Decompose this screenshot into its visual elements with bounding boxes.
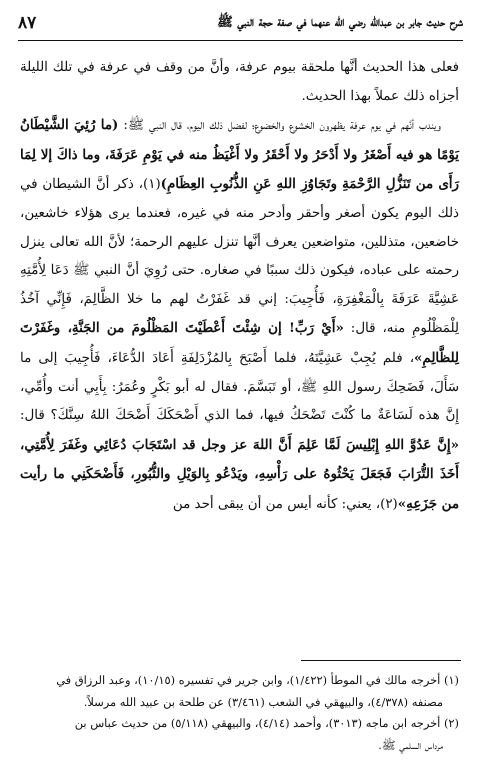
paragraph-2-intro: ويندب أنَّهم في يوم عرفة يظهرون الخشوع والخضوع؛ لفضل ذلك اليوم، قال النبي ﷺ: — [118, 118, 441, 134]
body-text — [20, 54, 459, 520]
footnote-2-line-2: مرداس السلمي ﷺ. — [378, 737, 443, 752]
paragraph-1: فعلى هذا الحديث أنَّها ملحقة بيوم عرفة، وأنَّ من وقف في عرفة في تلك الليلة أجزاه ذلك عملاً بهذا الحديث. — [20, 60, 459, 104]
footnote-2-line-1: (٢) أخرجه ابن ماجه (٣٠١٣)، وأحمد (٤/١٤)، والبيهقي (٥/١١٨) من حديث عباس بن — [74, 716, 459, 730]
header-title: شرح حديث جابر بن عبدالله رضي الله عنهما في صفة حجة النبي ﷺ — [217, 14, 463, 30]
hadith-quote-1: (ما رُئِيَ الشَّيْطَانُ يَوْمًا هو فيه أَصْغَرُ ولا أَدْحَرُ ولا أَحْقَرُ ولا أَغْيَظُ منه في يَوْمِ عَرَفَةَ، وما ذاكَ إلا لِمَا رَأَى من تَنَزُّلِ الرَّحْمَةِ وتَجَاوُزِ اللهِ عَنِ الذُّنُوبِ العِظَامِ) — [20, 117, 459, 193]
paragraph-2-ending: (٢)، يعني: كأنه أيس من أن يبقى أحد من — [172, 496, 398, 512]
footnotes — [20, 670, 459, 756]
page-number: ٨٧ — [18, 13, 37, 33]
header-rule — [18, 40, 463, 41]
footnote-rule — [301, 660, 461, 661]
hadith-quote-3: «إِنَّ عَدُوَّ اللهِ إِبْلِيسَ لَمَّا عَلِمَ أَنَّ اللهَ عز وجل قد اسْتَجَابَ دُعَائِي وغَفَرَ لِأُمَّتِي، أَخَذَ التُّرَابَ فَجَعَلَ يَحْثُوهُ على رَأْسِهِ، ويَدْعُو بِالوَيْلِ والثُّبُورِ، فَأَضْحَكَنِي ما رأيت من جَزَعِهِ» — [20, 436, 459, 512]
paragraph-2 — [20, 111, 459, 519]
paragraph-2-narration: ، فلم يُجِبْ عَشِيَّتَهُ، فلما أَصْبَحَ بِالمُزْدَلِفَةِ أَعَادَ الدُّعَاءَ، فَأُجِيبَ إلى ما سَأَلَ، فَضَحِكَ رسول اللهِ ﷺ، أو تَبَسَّمَ. فقال له أبو بَكْرٍ وعُمَرُ: بِأَبِي أنت وأُمِّي، إِنَّ هذه لَسَاعَةٌ ما كُنْتَ تَضْحَكُ فيها، فما الذي أَضْحَكَكَ أَضْحَكَ اللهُ سِنَّكَ؟ قال: — [20, 350, 459, 424]
paragraph-2-commentary: (١)، ذكر أنَّ الشيطان في ذلك اليوم يكون أصغر وأحقر وأدحر منه في غيره، فعندما يرى هؤلاء خاشعين، خاضعين، متذللين، متواضعين يعرف أنَّها تنزل عليهم الرحمة؛ لأنَّ الله تعالى ينزل رحمته على عباده، فيكون ذلك سببًا في صغاره. حتى رُوِيَ أنَّ النبي ﷺ دَعَا لِأُمَّتِهِ عَشِيَّةَ عَرَفَةَ بِالْمَغْفِرَةِ، فَأُجِيبَ: إني قد غَفَرْتُ لهم ما خلا الظَّالِمَ، فَإِنِّي آخُذُ لِلْمَظْلُومِ منه، قال: — [20, 177, 460, 337]
running-header — [18, 10, 463, 36]
hadith-quote-2: «أَيْ رَبِّ! إن شِئْتَ أَعْطَيْتَ المَظْلُومَ من الجَنَّةِ، وغَفَرْتَ لِلظَّالِمِ» — [20, 320, 459, 366]
footnote-1-line-1: (١) أخرجه مالك في الموطأ (١/٤٢٢)، وابن جرير في تفسيره (١٠/١٥)، وعبد الرزاق في — [56, 673, 459, 687]
footnote-1-line-2: مصنفه (٤/٣٧٨)، والبيهقي في الشعب (٣/٤٦١) عن طلحة بن عبيد الله مرسلاً. — [83, 694, 443, 709]
